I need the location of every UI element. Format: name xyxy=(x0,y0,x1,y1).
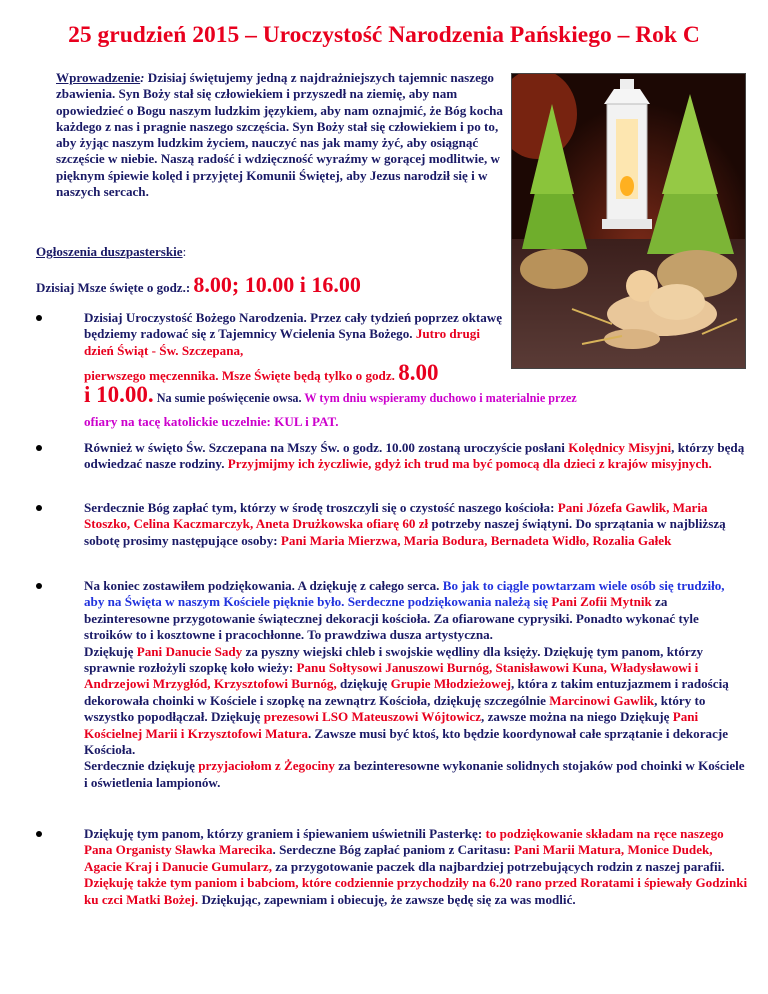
list-item-text xyxy=(84,826,748,908)
item-text-plain: . Zawsze musi być ktoś, kto będzie koordynował całe sprzątanie i dekoracje Kościoła. xyxy=(84,725,729,758)
nativity-photo-icon xyxy=(512,74,745,368)
item-text-red: Pani Józefa Gawlik, Maria Stoszko, Celina Kaczmarczyk, Aneta Drużkowska ofiarę 60 zł xyxy=(84,500,708,532)
bullet-icon xyxy=(36,505,42,511)
item-text-plain: Dziękując, zapewniam i obiecuję, że zawsze będę się za was modlić. xyxy=(198,891,576,907)
item-text-red: Dziękuję także tym paniom i babciom, które codziennie przychodziły na 6.20 rano przed Roratami i śpiewały Godzinki ku czci Matki Bożej. xyxy=(84,875,748,907)
nativity-photo xyxy=(511,73,746,369)
bullet-icon xyxy=(36,315,42,321)
intro-text: Dzisiaj świętujemy jedną z najdrażniejszych tajemnic naszego zbawienia. Syn Boży stał się człowiekiem i przyszedł na ziemię, aby nam opowiedzieć o Bogu naszym ludzkim językiem, aby nam oznajmić, że Bóg kocha każdego z nas i pragnie naszego szczęścia. Syn Boży stał się człowiekiem i po to, aby żyjąc naszym ludzkim życiem, nauczyć nas jak mamy żyć, aby osiągnąć szczęście w niebie. Naszą radość i wdzięczność wyraźmy w gorącej modlitwie, w pięknym śpiewie kolęd i przyjętej Komunii Świętej, aby Jezus narodził się i w naszych sercach. xyxy=(56,70,503,200)
item-text-red: to podziękowanie składam na ręce naszego Pana Organisty Sławka Marecika xyxy=(84,826,724,858)
item-text-magenta: ofiary na tacę katolickie uczelnie: KUL i PAT. xyxy=(84,414,339,429)
mass-times-value: 8.00; 10.00 i 16.00 xyxy=(193,272,361,297)
intro-label: Wprowadzenie xyxy=(56,70,141,85)
list-item-text xyxy=(84,578,748,791)
item-text-plain: , zawsze można na niego Dziękuję xyxy=(481,709,673,725)
item-text-magenta: W tym dniu wspieramy duchowo i materialnie przez xyxy=(304,391,577,405)
item-text-plain: , który to wszystko popodłączał. Dziękuję xyxy=(84,692,706,725)
list-item-text xyxy=(84,360,748,385)
item-text-red: Marcinowi Gawlik xyxy=(549,692,655,708)
mass-times xyxy=(36,272,361,298)
list-item-text xyxy=(84,310,506,359)
list-item-text xyxy=(84,500,748,549)
item-text-red: Pani Maria Mierzwa, Maria Bodura, Bernadeta Widło, Rozalia Gałek xyxy=(280,532,672,548)
item-text-plain: Na koniec zostawiłem podziękowania. A dziękuję z całego serca. xyxy=(84,578,443,593)
item-text-red: przyjaciołom z Żegociny xyxy=(198,758,335,774)
item-text-red-big: 8.00 xyxy=(398,360,439,385)
item-text-red: Grupie Młodzieżowej xyxy=(390,676,511,692)
item-text-plain: za bezinteresowne przygotowanie świątecznej dekoracji kościoła. Za ofiarowane cyprysiki. Ponadto wykonać tyle stroików to i kosztowne i pracochłonne. To prawdziwa dusza artystyczna. xyxy=(84,594,699,643)
list-item-text xyxy=(84,382,748,407)
announcements-title: Ogłoszenia duszpasterskie xyxy=(36,244,183,259)
item-text-plain: . Serdeczne Bóg zapłać paniom z Caritasu: xyxy=(272,842,515,858)
announcements-heading xyxy=(36,244,186,260)
bullet-icon xyxy=(36,831,42,837)
item-text-red: pierwszego męczennika. Msze Święte będą tylko o godz. xyxy=(84,368,399,383)
item-text-red: Panu Sołtysowi Januszowi Burnóg, Stanisławowi Kuna, Władysławowi i Andrzejowi Mrzygłód, Krzysztofowi Burnóg, xyxy=(84,660,699,692)
item-text-blue: Bo jak to ciągle powtarzam wiele osób się trudziło, aby na Święta w naszym Kościele pięknie było. Serdeczne podziękowania należą się xyxy=(84,578,725,610)
item-text-plain: , którzy będą odwiedzać nasze rodziny. xyxy=(84,440,745,472)
item-text-plain: Również w święto Św. Szczepana na Mszy Św. o godz. 10.00 zostaną uroczyście posłani xyxy=(84,440,569,455)
list-item-text xyxy=(84,414,748,430)
bullet-icon xyxy=(36,583,42,589)
intro-colon: : xyxy=(140,70,145,85)
item-text-red: prezesowi LSO Mateuszowi Wójtowicz xyxy=(263,709,482,725)
bullet-icon xyxy=(36,445,42,451)
item-text-plain: za bezinteresowne wykonanie solidnych stojaków pod choinki w Kościele i oświetlenia lampionów. xyxy=(84,758,745,790)
item-text-plain: Dziękuję xyxy=(84,643,137,659)
item-text-plain: potrzeby naszej świątyni. Do sprzątania w najbliższą sobotę prosimy następujące osoby: xyxy=(84,516,726,548)
item-text-plain: za przygotowanie paczek dla najbardziej potrzebujących rodzin z naszej parafii. xyxy=(272,858,725,874)
item-text-red: Pani Kościelnej Marii i Krzysztofowi Matura xyxy=(84,709,699,741)
item-text-plain: Serdecznie Bóg zapłać tym, którzy w środę troszczyli się o czystość naszego kościoła: xyxy=(84,500,558,515)
item-text-plain: , która z takim entuzjazmem i radością dekorowała choinki w Kościele i szopkę na zewnątrz Kościoła, dziękuję szczególnie xyxy=(84,676,729,708)
page-title: 25 grudzień 2015 – Uroczystość Narodzenia Pańskiego – Rok C xyxy=(68,22,700,48)
item-text-plain: Na sumie poświęcenie owsa. xyxy=(153,391,305,405)
item-text-red: Pani Danucie Sady xyxy=(136,643,243,659)
item-text-red: Pani Zofii Mytnik xyxy=(551,594,652,610)
announcements-colon: : xyxy=(182,244,187,259)
item-text-red: Przyjmijmy ich życzliwie, gdyż ich trud ma być pomocą dla dzieci z krajów misyjnych. xyxy=(227,456,712,472)
item-text-red-big: i 10.00. xyxy=(84,382,154,407)
intro-paragraph xyxy=(56,70,508,200)
item-text-red: Pani Marii Matura, Monice Dudek, Agacie Kraj i Danucie Gumularz, xyxy=(84,842,713,874)
item-text-red: Kolędnicy Misyjni xyxy=(568,440,672,455)
list-item-text xyxy=(84,440,746,473)
item-text-plain: za pyszny wiejski chleb i swojskie wędliny dla księży. Dziękuję tym panom, którzy sprawnie rozłożyli szopkę koło wieży: xyxy=(84,643,704,676)
mass-times-label: Dzisiaj Msze święte o godz.: xyxy=(36,280,194,295)
item-text-plain: Dziękuję tym panom, którzy graniem i śpiewaniem uświetnili Pasterkę: xyxy=(84,826,486,841)
item-text-red: Jutro drugi dzień Świąt - Św. Szczepana, xyxy=(84,326,480,358)
item-text-plain: Serdecznie dziękuję xyxy=(84,758,199,774)
item-text-plain: dziękuję xyxy=(336,676,391,692)
item-text-plain: Dzisiaj Uroczystość Bożego Narodzenia. Przez cały tydzień poprzez oktawę będziemy radować się z Tajemnicy Wcielenia Syna Bożego. xyxy=(84,310,503,342)
